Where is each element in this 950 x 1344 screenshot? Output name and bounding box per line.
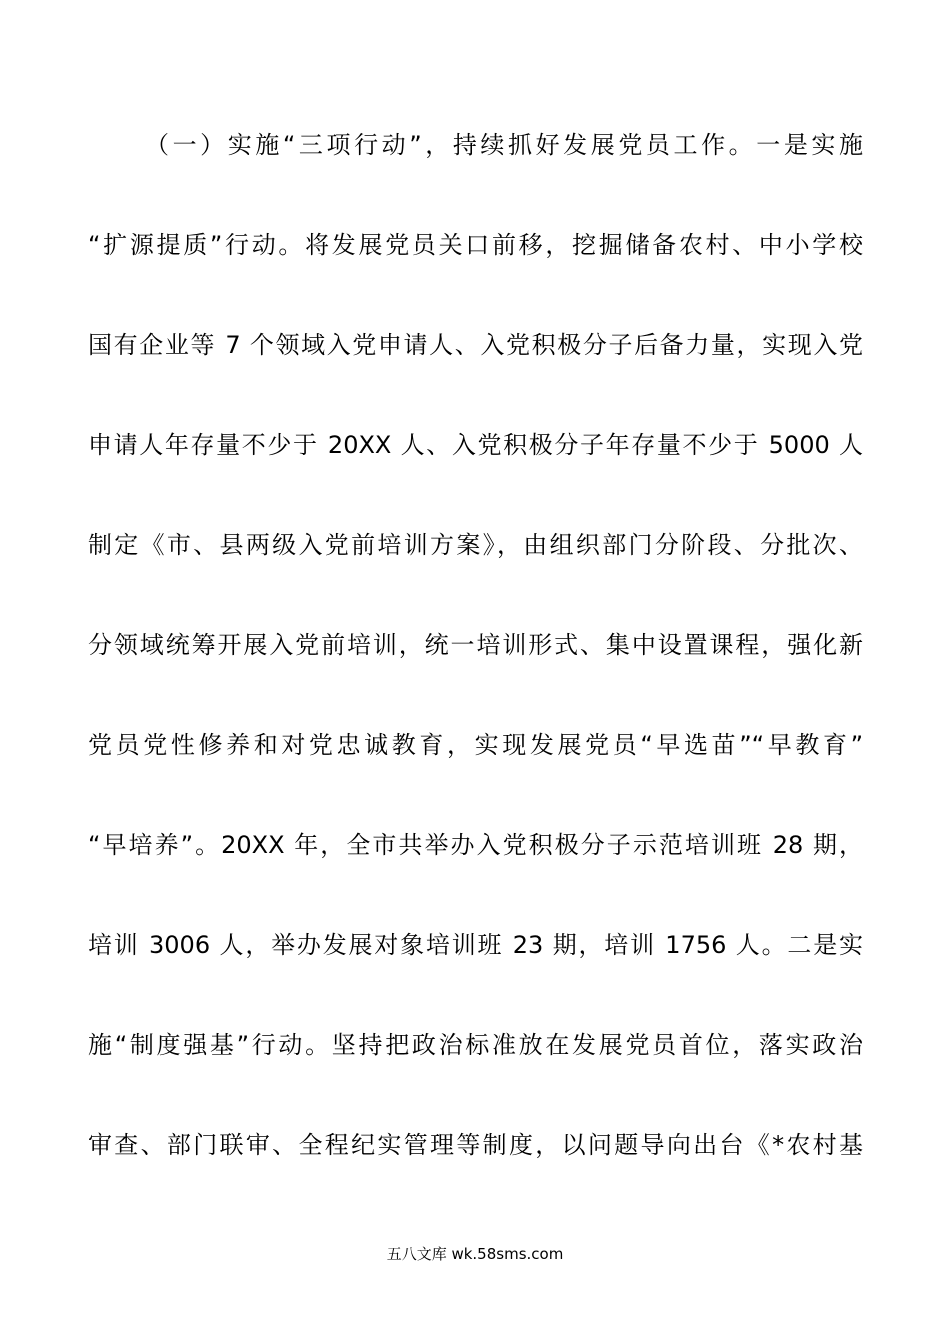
paragraph-line-4: 申请人年存量不少于 20XX 人、入党积极分子年存量不少于 5000 人 (88, 431, 863, 459)
paragraph-line-3: 国有企业等 7 个领域入党申请人、入党积极分子后备力量，实现入党 (88, 331, 863, 359)
paragraph-line-2: “扩源提质”行动。将发展党员关口前移，挖掘储备农村、中小学校 (88, 231, 863, 259)
page-footer: 五八文库 wk.58sms.com (386, 1245, 564, 1263)
paragraph-line-9: 培训 3006 人，举办发展对象培训班 23 期，培训 1756 人。二是实 (88, 931, 863, 959)
paragraph-line-7: 党员党性修养和对党忠诚教育，实现发展党员“早选苗”“早教育” (88, 731, 863, 759)
paragraph-line-6: 分领域统筹开展入党前培训，统一培训形式、集中设置课程，强化新 (88, 631, 863, 659)
paragraph-line-1: （一）实施“三项行动”，持续抓好发展党员工作。一是实施 (145, 131, 863, 159)
paragraph-line-8: “早培养”。20XX 年，全市共举办入党积极分子示范培训班 28 期， (88, 831, 863, 859)
paragraph-line-5: 制定《市、县两级入党前培训方案》，由组织部门分阶段、分批次、 (88, 531, 863, 559)
paragraph-line-10: 施“制度强基”行动。坚持把政治标准放在发展党员首位，落实政治 (88, 1031, 863, 1059)
paragraph-line-11: 审查、部门联审、全程纪实管理等制度，以问题导向出台《*农村基 (88, 1131, 863, 1159)
